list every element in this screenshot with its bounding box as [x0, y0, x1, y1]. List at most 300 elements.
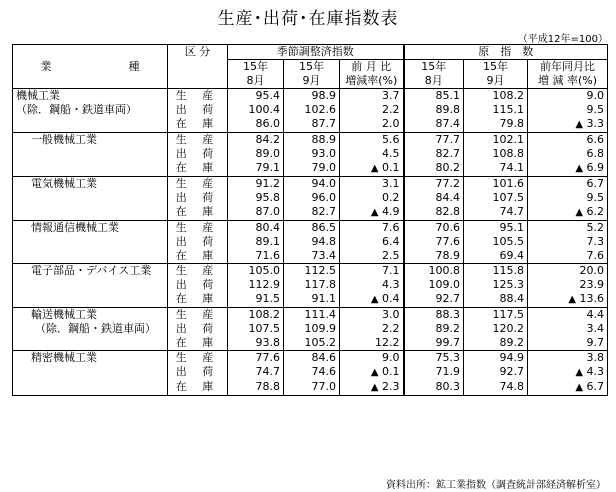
table-row	[13, 147, 608, 161]
cell-value: 79.8	[499, 117, 525, 130]
industry-blank	[13, 205, 168, 221]
cell-value: 4.3	[586, 365, 605, 378]
cell-value: 0.4	[382, 292, 400, 305]
division-label: 生 産	[168, 264, 228, 279]
industry-subnote: （除．鋼船・鉄道車両）	[35, 322, 156, 335]
cell-yoy	[528, 292, 608, 308]
cell-orig-15-8	[404, 380, 464, 396]
cell-orig-15-9	[464, 264, 528, 279]
cell-value: 9.7	[586, 336, 605, 349]
cell-value: 79.1	[255, 161, 280, 174]
cell-mom	[340, 278, 404, 292]
cell-orig-15-9	[464, 177, 528, 192]
cell-value: 88.4	[499, 292, 525, 305]
header-seasonal-group: 季節調整済指数	[228, 45, 404, 60]
cell-yoy	[528, 177, 608, 192]
cell-orig-15-9	[464, 161, 528, 177]
cell-value: 3.7	[382, 89, 400, 102]
table-row	[13, 191, 608, 205]
cell-value: 3.1	[382, 177, 400, 190]
cell-yoy	[528, 103, 608, 117]
cell-sa-15-8	[228, 249, 284, 264]
cell-sa-15-9	[284, 89, 340, 104]
division-label: 生 産	[168, 89, 228, 104]
division-label: 生 産	[168, 133, 228, 148]
cell-orig-15-9	[464, 380, 528, 396]
cell-sa-15-9	[284, 292, 340, 308]
cell-value: 74.1	[499, 161, 525, 174]
page-title: 生産･出荷･在庫指数表	[217, 9, 399, 29]
cell-value: 78.9	[435, 249, 461, 262]
cell-orig-15-9	[464, 292, 528, 308]
cell-value: 108.2	[248, 308, 280, 321]
cell-sa-15-9	[284, 147, 340, 161]
cell-value: 87.4	[435, 117, 461, 130]
index-table	[12, 44, 608, 396]
negative-marker-icon: ▲	[370, 207, 379, 218]
cell-yoy	[528, 308, 608, 323]
industry-name: 電子部品・デバイス工業	[13, 264, 168, 279]
cell-value: 115.1	[492, 103, 525, 116]
cell-orig-15-9	[464, 308, 528, 323]
cell-yoy	[528, 235, 608, 249]
division-label: 在 庫	[168, 205, 228, 221]
cell-value: 77.2	[435, 177, 461, 190]
cell-value: 13.6	[579, 292, 605, 305]
cell-mom	[340, 308, 404, 323]
cell-mom	[340, 147, 404, 161]
cell-mom	[340, 351, 404, 366]
cell-orig-15-8	[404, 249, 464, 264]
cell-value: 88.9	[311, 133, 336, 146]
base-year-note: （平成12年=100）	[517, 34, 608, 45]
cell-value: 102.1	[492, 133, 525, 146]
negative-marker-icon: ▲	[568, 294, 577, 305]
industry-blank	[13, 278, 168, 292]
cell-value: 0.1	[382, 161, 400, 174]
cell-value: 74.8	[499, 380, 525, 393]
cell-orig-15-8	[404, 322, 464, 336]
cell-yoy	[528, 322, 608, 336]
cell-sa-15-9	[284, 161, 340, 177]
cell-orig-15-9	[464, 133, 528, 148]
cell-value: 2.3	[382, 380, 400, 393]
cell-value: 6.6	[586, 133, 605, 146]
cell-value: 95.4	[255, 89, 280, 102]
cell-yoy	[528, 205, 608, 221]
cell-value: 107.5	[492, 191, 525, 204]
cell-mom	[340, 221, 404, 236]
negative-marker-icon: ▲	[575, 367, 584, 378]
cell-value: 73.4	[311, 249, 336, 262]
cell-mom	[340, 89, 404, 104]
cell-orig-15-8	[404, 221, 464, 236]
table-row	[13, 264, 608, 279]
cell-value: 89.0	[255, 147, 280, 160]
cell-value: 99.7	[435, 336, 461, 349]
division-label: 生 産	[168, 351, 228, 366]
cell-orig-15-9	[464, 147, 528, 161]
cell-orig-15-8	[404, 147, 464, 161]
header-orig-15-9-month: 9月	[464, 74, 528, 89]
cell-value: 102.6	[304, 103, 336, 116]
negative-marker-icon: ▲	[370, 382, 379, 393]
cell-orig-15-9	[464, 249, 528, 264]
cell-value: 93.8	[255, 336, 280, 349]
cell-value: 80.4	[255, 221, 280, 234]
cell-value: 105.2	[304, 336, 336, 349]
cell-value: 80.2	[435, 161, 461, 174]
table-row	[13, 336, 608, 351]
table-row	[13, 322, 608, 336]
cell-value: 92.7	[435, 292, 461, 305]
cell-sa-15-9	[284, 221, 340, 236]
cell-sa-15-8	[228, 235, 284, 249]
table-row	[13, 351, 608, 366]
cell-orig-15-9	[464, 278, 528, 292]
cell-value: 2.2	[382, 103, 400, 116]
cell-value: 6.4	[382, 235, 400, 248]
division-label: 出 荷	[168, 322, 228, 336]
cell-sa-15-8	[228, 89, 284, 104]
cell-orig-15-8	[404, 191, 464, 205]
cell-value: 82.8	[435, 205, 461, 218]
cell-value: 9.5	[586, 103, 605, 116]
cell-mom	[340, 336, 404, 351]
cell-value: 84.4	[435, 191, 461, 204]
cell-sa-15-9	[284, 380, 340, 396]
cell-value: 82.7	[311, 205, 336, 218]
negative-marker-icon: ▲	[575, 382, 584, 393]
cell-value: 5.6	[382, 133, 400, 146]
cell-sa-15-9	[284, 235, 340, 249]
industry-blank	[13, 292, 168, 308]
source-note: 資料出所：鉱工業指数（調査統計部経済解析室）	[386, 480, 606, 491]
cell-value: 12.2	[375, 336, 400, 349]
industry-blank	[13, 161, 168, 177]
cell-value: 2.2	[382, 322, 400, 335]
header-sa-15-8-year: 15年	[228, 60, 284, 75]
cell-mom	[340, 292, 404, 308]
cell-value: 3.3	[586, 117, 605, 130]
header-mom-1: 前 月 比	[340, 60, 404, 75]
cell-mom	[340, 365, 404, 380]
cell-value: 115.8	[492, 264, 525, 277]
cell-yoy	[528, 133, 608, 148]
cell-sa-15-8	[228, 177, 284, 192]
cell-sa-15-8	[228, 264, 284, 279]
cell-mom	[340, 191, 404, 205]
cell-value: 108.2	[492, 89, 525, 102]
header-orig-15-8-year: 15年	[404, 60, 464, 75]
cell-value: 75.3	[435, 351, 461, 364]
cell-value: 0.2	[382, 191, 400, 204]
negative-marker-icon: ▲	[370, 367, 379, 378]
industry-name: 輸送機械工業	[13, 308, 168, 323]
cell-value: 6.9	[586, 161, 605, 174]
cell-sa-15-9	[284, 264, 340, 279]
cell-orig-15-8	[404, 235, 464, 249]
cell-mom	[340, 380, 404, 396]
cell-value: 109.9	[304, 322, 336, 335]
cell-value: 94.9	[499, 351, 525, 364]
negative-marker-icon: ▲	[575, 119, 584, 130]
cell-value: 112.5	[304, 264, 336, 277]
cell-sa-15-8	[228, 380, 284, 396]
cell-value: 107.5	[248, 322, 280, 335]
cell-orig-15-9	[464, 191, 528, 205]
cell-value: 77.7	[435, 133, 461, 146]
cell-value: 89.8	[435, 103, 461, 116]
industry-name: 電気機械工業	[13, 177, 168, 192]
cell-value: 105.0	[248, 264, 280, 277]
cell-sa-15-9	[284, 365, 340, 380]
cell-mom	[340, 161, 404, 177]
cell-value: 85.1	[435, 89, 461, 102]
cell-value: 105.5	[492, 235, 525, 248]
cell-value: 109.0	[428, 278, 461, 291]
cell-mom	[340, 205, 404, 221]
division-label: 在 庫	[168, 292, 228, 308]
cell-orig-15-8	[404, 336, 464, 351]
header-division: 区 分	[168, 45, 228, 89]
cell-yoy	[528, 147, 608, 161]
cell-value: 6.2	[586, 205, 605, 218]
cell-sa-15-9	[284, 103, 340, 117]
cell-value: 125.3	[492, 278, 525, 291]
cell-value: 98.9	[311, 89, 336, 102]
header-mom-2: 増減率(%)	[340, 74, 404, 89]
cell-yoy	[528, 278, 608, 292]
cell-sa-15-8	[228, 365, 284, 380]
cell-mom	[340, 177, 404, 192]
cell-orig-15-9	[464, 351, 528, 366]
table-row	[13, 103, 608, 117]
division-label: 出 荷	[168, 278, 228, 292]
header-yoy-1: 前年同月比	[528, 60, 608, 75]
industry-blank	[13, 380, 168, 396]
cell-mom	[340, 103, 404, 117]
header-orig-15-8-month: 8月	[404, 74, 464, 89]
cell-orig-15-9	[464, 365, 528, 380]
table-row	[13, 161, 608, 177]
cell-orig-15-9	[464, 103, 528, 117]
division-label: 在 庫	[168, 249, 228, 264]
cell-value: 6.7	[586, 380, 605, 393]
cell-value: 84.2	[255, 133, 280, 146]
cell-value: 120.2	[492, 322, 525, 335]
cell-orig-15-9	[464, 205, 528, 221]
cell-value: 89.1	[255, 235, 280, 248]
cell-orig-15-9	[464, 221, 528, 236]
cell-value: 89.2	[435, 322, 461, 335]
table-row	[13, 177, 608, 192]
cell-value: 9.5	[586, 191, 605, 204]
cell-value: 74.6	[311, 365, 336, 378]
cell-orig-15-8	[404, 117, 464, 133]
cell-value: 95.1	[499, 221, 525, 234]
cell-value: 112.9	[248, 278, 280, 291]
cell-value: 96.0	[311, 191, 336, 204]
cell-value: 3.0	[382, 308, 400, 321]
cell-value: 0.1	[382, 365, 400, 378]
cell-value: 4.5	[382, 147, 400, 160]
table-row	[13, 278, 608, 292]
industry-name: 情報通信機械工業	[13, 221, 168, 236]
cell-value: 4.4	[586, 308, 605, 321]
cell-orig-15-9	[464, 117, 528, 133]
division-label: 出 荷	[168, 191, 228, 205]
cell-value: 7.6	[382, 221, 400, 234]
cell-value: 2.5	[382, 249, 400, 262]
cell-value: 7.1	[382, 264, 400, 277]
cell-sa-15-8	[228, 336, 284, 351]
cell-sa-15-9	[284, 133, 340, 148]
cell-value: 111.4	[304, 308, 336, 321]
cell-sa-15-8	[228, 278, 284, 292]
cell-value: 3.8	[586, 351, 605, 364]
table-row	[13, 221, 608, 236]
table-row	[13, 380, 608, 396]
header-orig-15-9-year: 15年	[464, 60, 528, 75]
cell-sa-15-8	[228, 191, 284, 205]
industry-blank	[13, 117, 168, 133]
cell-mom	[340, 249, 404, 264]
cell-orig-15-8	[404, 351, 464, 366]
cell-sa-15-8	[228, 205, 284, 221]
cell-orig-15-8	[404, 177, 464, 192]
table-row	[13, 205, 608, 221]
industry-name: 機械工業	[16, 89, 60, 102]
cell-value: 70.6	[435, 221, 461, 234]
cell-value: 95.8	[255, 191, 280, 204]
cell-value: 2.0	[382, 117, 400, 130]
cell-orig-15-9	[464, 89, 528, 104]
cell-yoy	[528, 336, 608, 351]
cell-value: 23.9	[579, 278, 605, 291]
cell-sa-15-8	[228, 292, 284, 308]
cell-value: 74.7	[499, 205, 525, 218]
table-row	[13, 133, 608, 148]
cell-value: 71.9	[435, 365, 461, 378]
header-sa-15-9-month: 9月	[284, 74, 340, 89]
negative-marker-icon: ▲	[575, 207, 584, 218]
cell-yoy	[528, 221, 608, 236]
cell-sa-15-8	[228, 147, 284, 161]
division-label: 出 荷	[168, 103, 228, 117]
table-row	[13, 308, 608, 323]
cell-value: 117.8	[304, 278, 336, 291]
cell-yoy	[528, 249, 608, 264]
division-label: 在 庫	[168, 380, 228, 396]
cell-value: 71.6	[255, 249, 280, 262]
cell-sa-15-9	[284, 308, 340, 323]
cell-sa-15-8	[228, 221, 284, 236]
industry-blank	[13, 191, 168, 205]
header-sa-15-8-month: 8月	[228, 74, 284, 89]
cell-value: 101.6	[492, 177, 525, 190]
cell-orig-15-8	[404, 264, 464, 279]
cell-yoy	[528, 380, 608, 396]
cell-value: 93.0	[311, 147, 336, 160]
cell-value: 91.1	[311, 292, 336, 305]
cell-value: 5.2	[586, 221, 605, 234]
cell-orig-15-8	[404, 89, 464, 104]
cell-value: 86.0	[255, 117, 280, 130]
cell-value: 92.7	[499, 365, 525, 378]
cell-value: 117.5	[492, 308, 525, 321]
cell-value: 108.8	[492, 147, 525, 160]
cell-sa-15-9	[284, 249, 340, 264]
cell-value: 94.0	[311, 177, 336, 190]
cell-yoy	[528, 161, 608, 177]
cell-sa-15-9	[284, 117, 340, 133]
header-yoy-2: 増 減 率(%)	[528, 74, 608, 89]
cell-value: 4.9	[382, 205, 400, 218]
cell-orig-15-9	[464, 235, 528, 249]
cell-value: 69.4	[499, 249, 525, 262]
cell-mom	[340, 322, 404, 336]
cell-value: 87.7	[311, 117, 336, 130]
cell-orig-15-8	[404, 103, 464, 117]
cell-value: 88.3	[435, 308, 461, 321]
cell-value: 80.3	[435, 380, 461, 393]
cell-value: 78.8	[255, 380, 280, 393]
industry-blank	[13, 336, 168, 351]
cell-value: 6.7	[586, 177, 605, 190]
cell-value: 7.3	[586, 235, 605, 248]
cell-mom	[340, 133, 404, 148]
cell-sa-15-9	[284, 322, 340, 336]
cell-orig-15-8	[404, 205, 464, 221]
division-label: 出 荷	[168, 147, 228, 161]
cell-sa-15-8	[228, 322, 284, 336]
table-row	[13, 249, 608, 264]
table-row	[13, 235, 608, 249]
cell-value: 7.6	[586, 249, 605, 262]
cell-value: 77.0	[311, 380, 336, 393]
cell-sa-15-9	[284, 205, 340, 221]
cell-value: 91.5	[255, 292, 280, 305]
cell-orig-15-9	[464, 336, 528, 351]
industry-subnote: （除．鋼船・鉄道車両）	[16, 103, 137, 116]
cell-orig-15-8	[404, 292, 464, 308]
cell-yoy	[528, 365, 608, 380]
cell-yoy	[528, 191, 608, 205]
header-sa-15-9-year: 15年	[284, 60, 340, 75]
negative-marker-icon: ▲	[575, 163, 584, 174]
cell-sa-15-8	[228, 161, 284, 177]
cell-orig-15-8	[404, 365, 464, 380]
cell-sa-15-9	[284, 177, 340, 192]
division-label: 在 庫	[168, 117, 228, 133]
cell-yoy	[528, 351, 608, 366]
table-row	[13, 292, 608, 308]
cell-value: 94.8	[311, 235, 336, 248]
industry-blank	[13, 235, 168, 249]
division-label: 在 庫	[168, 336, 228, 351]
table-row	[13, 89, 608, 104]
industry-blank	[13, 249, 168, 264]
cell-sa-15-9	[284, 278, 340, 292]
cell-value: 100.8	[428, 264, 461, 277]
table-row	[13, 365, 608, 380]
cell-value: 6.8	[586, 147, 605, 160]
division-label: 生 産	[168, 308, 228, 323]
cell-orig-15-8	[404, 278, 464, 292]
cell-value: 82.7	[435, 147, 461, 160]
cell-sa-15-8	[228, 117, 284, 133]
